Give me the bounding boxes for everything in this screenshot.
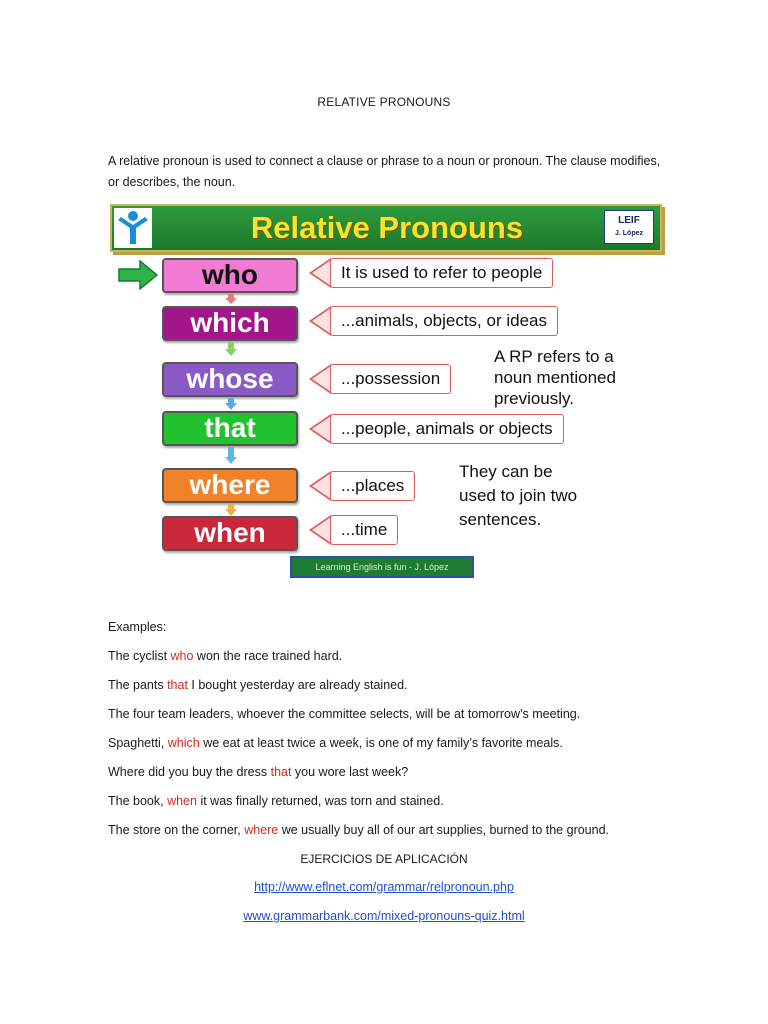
example-text: The pants (108, 678, 168, 692)
note-join (459, 460, 577, 532)
exercise-link-grammarbank[interactable]: www.grammarbank.com/mixed-pronouns-quiz.html (243, 909, 525, 923)
desc-callout (309, 515, 398, 545)
highlighted-pronoun: that (270, 765, 292, 779)
note-line: noun mentioned (494, 368, 616, 387)
pronoun-when: when (162, 516, 298, 551)
down-arrow-icon (225, 398, 237, 410)
example-text: The store on the corner, (108, 823, 245, 837)
example-text: Spaghetti, (108, 736, 168, 750)
note-line: They can be (459, 462, 553, 481)
down-arrow-icon (225, 342, 237, 356)
desc-when: ...time (330, 515, 398, 545)
highlighted-pronoun: when (167, 794, 197, 808)
exercise-link-eflnet[interactable]: http://www.eflnet.com/grammar/relpronoun.php (254, 880, 514, 894)
example-line (108, 677, 708, 706)
badge-line1: LEIF (618, 215, 640, 226)
infographic-banner (110, 204, 662, 252)
examples-section (108, 619, 708, 851)
pronoun-which: which (162, 306, 298, 341)
pronoun-that: that (162, 411, 298, 446)
desc-callout (309, 471, 415, 501)
desc-callout (309, 258, 553, 288)
example-text: I bought yesterday are already stained. (187, 678, 408, 692)
example-line (108, 822, 708, 851)
note-line: used to join two (459, 486, 578, 505)
pronoun-whose: whose (162, 362, 298, 397)
exercises-title: EJERCICIOS DE APLICACIÓN (300, 852, 468, 866)
badge-line2: J. López (614, 230, 643, 237)
down-arrow-icon (225, 447, 237, 464)
example-line (108, 735, 708, 764)
banner-title: Relative Pronouns (250, 210, 524, 245)
example-text: Where did you buy the dress (108, 765, 271, 779)
intro-paragraph: A relative pronoun is used to connect a clause or phrase to a noun or pronoun. The clause modifies, or describes, the noun. (108, 154, 661, 189)
note-line: previously. (494, 389, 574, 408)
person-logo-icon (114, 208, 152, 248)
highlighted-pronoun: which (167, 736, 200, 750)
desc-who: It is used to refer to people (330, 258, 553, 288)
pronoun-who: who (162, 258, 298, 293)
down-arrow-icon (225, 294, 237, 304)
pronoun-where: where (162, 468, 298, 503)
desc-callout (309, 414, 564, 444)
example-text: The book, (108, 794, 168, 808)
example-text: The cyclist (108, 649, 171, 663)
example-line (108, 764, 708, 793)
desc-callout (309, 306, 558, 336)
example-text: won the race trained hard. (193, 649, 343, 663)
note-refers (494, 346, 616, 409)
example-line (108, 648, 708, 677)
green-arrow-icon (118, 260, 158, 290)
highlighted-pronoun: where (244, 823, 279, 837)
example-line (108, 706, 708, 735)
desc-that: ...people, animals or objects (330, 414, 564, 444)
note-line: A RP refers to a (494, 347, 614, 366)
desc-where: ...places (330, 471, 415, 501)
page-title: RELATIVE PRONOUNS (317, 95, 451, 109)
desc-which: ...animals, objects, or ideas (330, 306, 558, 336)
examples-heading: Examples: (108, 620, 167, 634)
desc-whose: ...possession (330, 364, 451, 394)
example-text: it was finally returned, was torn and stained. (196, 794, 444, 808)
down-arrow-icon (225, 504, 237, 516)
highlighted-pronoun: who (170, 649, 194, 663)
example-line (108, 793, 708, 822)
infographic-caption: Learning English is fun - J. López (290, 556, 474, 578)
example-text: we eat at least twice a week, is one of my family’s favorite meals. (199, 736, 563, 750)
example-text: The four team leaders, whoever the committee selects, will be at tomorrow’s meeting. (108, 707, 581, 721)
example-text: you wore last week? (291, 765, 409, 779)
author-badge (604, 210, 654, 244)
example-text: we usually buy all of our art supplies, burned to the ground. (278, 823, 610, 837)
desc-callout (309, 364, 451, 394)
note-line: sentences. (459, 510, 542, 529)
highlighted-pronoun: that (167, 678, 188, 692)
relative-pronouns-infographic (106, 198, 666, 583)
